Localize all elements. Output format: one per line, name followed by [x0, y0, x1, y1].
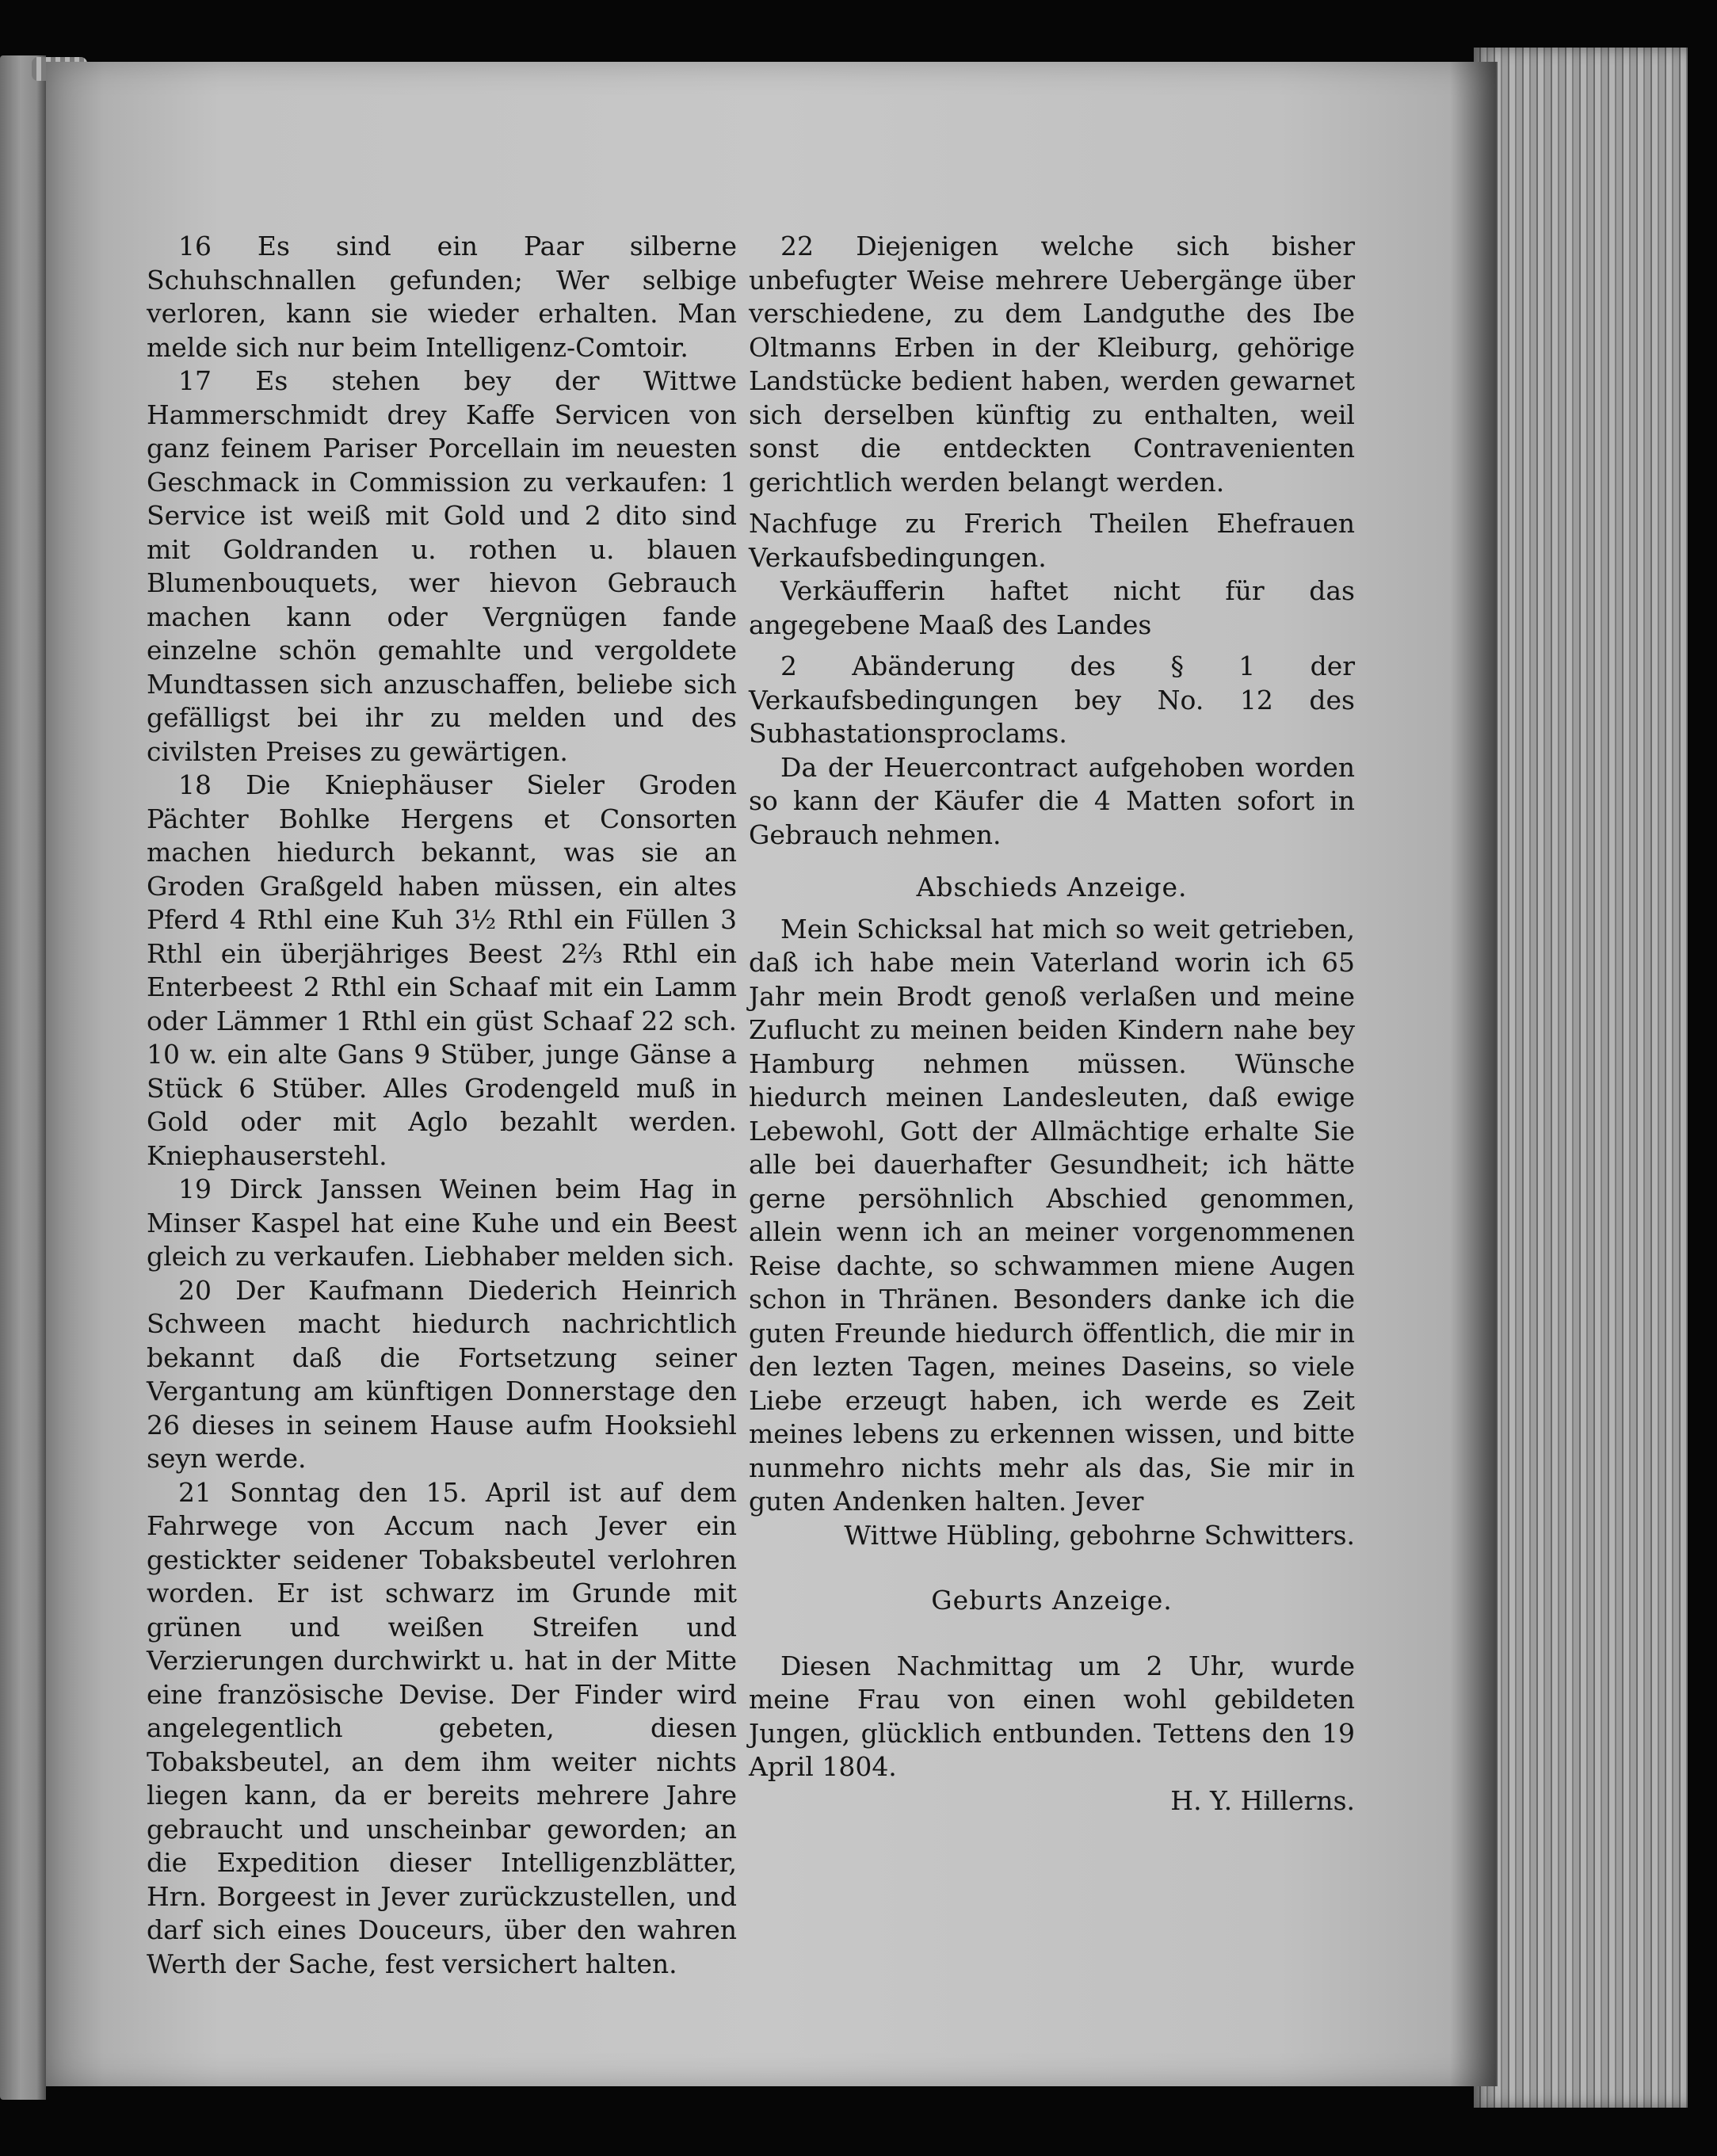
nachfuge-item-1: Verkäufferin haftet nicht für das angegebene Maaß des Landes [749, 575, 1355, 640]
page-stack-edges [1474, 48, 1688, 2108]
geburt-heading: Geburts Anzeige. [931, 1585, 1173, 1616]
nachfuge-item-2: 2 Abänderung des § 1 der Verkaufsbedingungen bey No. 12 des Subhastationsproclams. [749, 651, 1355, 749]
notice-19: 19 Dirck Janssen Weinen beim Hag in Minser Kaspel hat eine Kuhe und ein Beest gleich zu verkaufen. Liebhaber melden sich. [147, 1173, 737, 1272]
geburt-body: Diesen Nachmittag um 2 Uhr, wurde meine Frau von einen wohl gebildeten Jungen, glücklich entbunden. Tettens den 19 April 1804. [749, 1650, 1355, 1782]
right-column [749, 230, 1355, 1818]
notice-22: 22 Diejenigen welche sich bisher unbefugter Weise mehrere Uebergänge über verschiedene, zu dem Landguthe des Ibe Oltmanns Erben in der Kleiburg, gehörige Landstücke bedient haben, werden gewarnet sich derselben künftig zu enthalten, weil sonst die entdeckten Contravenienten gerichtlich werden belangt werden. [749, 231, 1355, 498]
nachfuge-heading: Nachfuge zu Frerich Theilen Ehefrauen Verkaufsbedingungen. [749, 508, 1355, 573]
notice-17: 17 Es stehen bey der Wittwe Hammerschmidt drey Kaffe Servicen von ganz feinem Pariser Porcellain im neuesten Geschmack in Commission zu verkaufen: 1 Service ist weiß mit Gold und 2 dito sind mit Goldranden u. rothen u. blauen Blumenbouquets, wer hievon Gebrauch machen kann oder Vergnügen fande einzelne schön gemahlte und vergoldete Mundtassen sich anzuschaffen, beliebe sich gefälligst bei ihr zu melden und des civilsten Preises zu gewärtigen. [147, 365, 737, 767]
abschied-signature: Wittwe Hübling, gebohrne Schwitters. [844, 1519, 1355, 1551]
notice-21: 21 Sonntag den 15. April ist auf dem Fahrwege von Accum nach Jever ein gestickter seidener Tobaksbeutel verlohren worden. Er ist schwarz im Grunde mit grünen und weißen Streifen und Verzierungen durchwirkt u. hat in der Mitte eine französische Devise. Der Finder wird angelegentlich gebeten, diesen Tobaksbeutel, an dem ihm weiter nichts liegen kann, da er bereits mehrere Jahre gebraucht und unscheinbar geworden; an die Expedition dieser Intelligenzblätter, Hrn. Borgeest in Jever zurückzustellen, und darf sich eines Douceurs, über den wahren Werth der Sache, fest versichert halten. [147, 1476, 737, 1979]
notice-20: 20 Der Kaufmann Diederich Heinrich Schween macht hiedurch nachrichtlich bekannt daß die Fortsetzung seiner Vergantung am künftigen Donnerstage den 26 dieses in seinem Hause aufm Hooksiehl seyn werde. [147, 1274, 737, 1474]
left-column [147, 230, 737, 1981]
nachfuge-item-3: Da der Heuercontract aufgehoben worden so kann der Käufer die 4 Matten sofort in Gebrauch nehmen. [749, 751, 1355, 850]
left-page-edge [0, 55, 46, 2100]
geburt-signature: H. Y. Hillerns. [1170, 1784, 1355, 1816]
abschied-heading: Abschieds Anzeige. [916, 872, 1188, 902]
abschied-body: Mein Schicksal hat mich so weit getrieben, daß ich habe mein Vaterland worin ich 65 Jahr mein Brodt genoß verlaßen und meine Zuflucht zu meinen beiden Kindern nahe bey Hamburg nehmen müssen. Wünsche hiedurch meinen Landesleuten, daß ewige Lebewohl, Gott der Allmächtige erhalte Sie alle bei dauerhafter Gesundheit; ich hätte gerne persöhnlich Abschied genommen, allein wenn ich an meiner vorgenommenen Reise dachte, so schwammen miene Augen schon in Thränen. Besonders danke ich die guten Freunde hiedurch öffentlich, die mir in den lezten Tagen, meines Daseins, so viele Liebe erzeugt haben, ich werde es Zeit meines lebens zu erkennen wissen, und bitte nunmehro nichts mehr als das, Sie mir in guten Andenken halten. Jever [749, 913, 1355, 1517]
notice-18: 18 Die Kniephäuser Sieler Groden Pächter Bohlke Hergens et Consorten machen hiedurch bekannt, was sie an Groden Graßgeld haben müssen, ein altes Pferd 4 Rthl eine Kuh 3½ Rthl ein Füllen 3 Rthl ein überjähriges Beest 2⅔ Rthl ein Enterbeest 2 Rthl ein Schaaf mit ein Lamm oder Lämmer 1 Rthl ein güst Schaaf 22 sch. 10 w. ein alte Gans 9 Stüber, junge Gänse a Stück 6 Stüber. Alles Grodengeld muß in Gold oder mit Aglo bezahlt werden. Kniephauserstehl. [147, 769, 737, 1171]
notice-16: 16 Es sind ein Paar silberne Schuhschnallen gefunden; Wer selbige verloren, kann sie wieder erhalten. Man melde sich nur beim Intelligenz-Comtoir. [147, 231, 737, 363]
page-edge-shadow [1450, 62, 1498, 2086]
